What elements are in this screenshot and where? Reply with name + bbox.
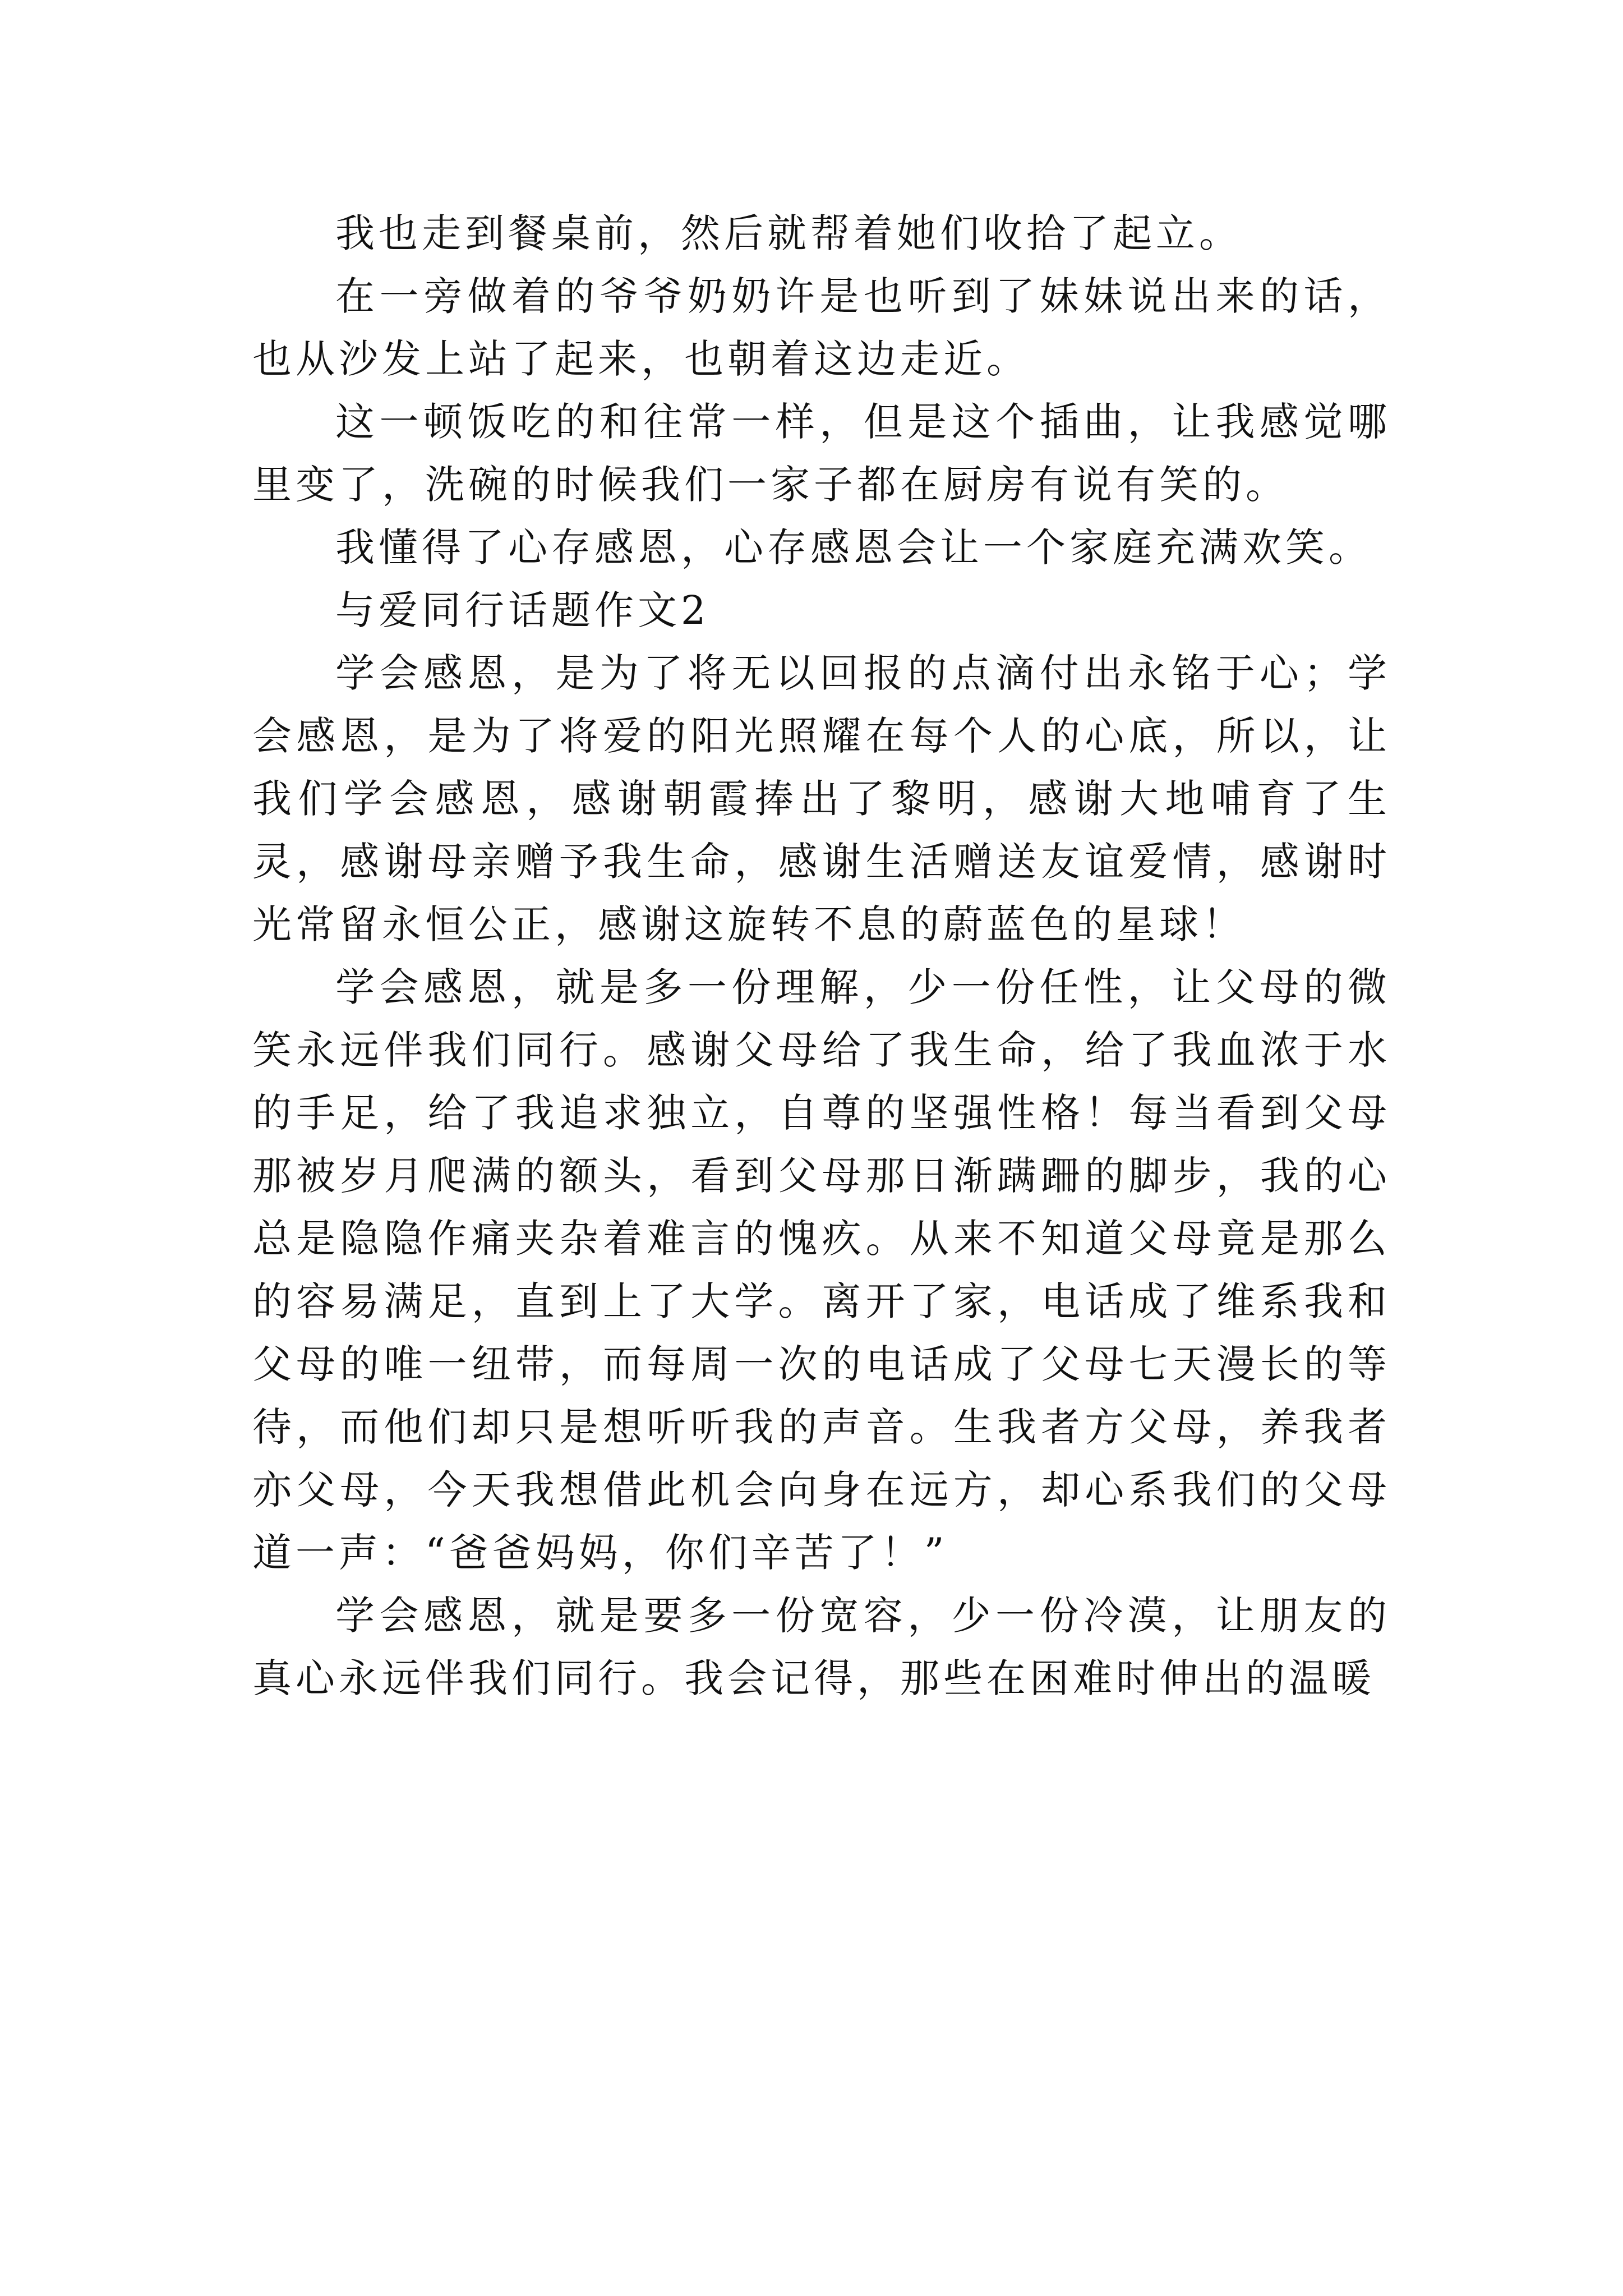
paragraph: 学会感恩，就是多一份理解，少一份任性，让父母的微笑永远伴我们同行。感谢父母给了我生命，给了我血浓于水的手足，给了我追求独立，自尊的坚强性格！每当看到父母那被岁月爬满的额头，看到父母那日渐蹒跚的脚步，我的心总是隐隐作痛夹杂着难言的愧疚。从来不知道父母竟是那么的容易满足，直到上了大学。离开了家，电话成了维系我和父母的唯一纽带，而每周一次的电话成了父母七天漫长的等待，而他们却只是想听听我的声音。生我者方父母，养我者亦父母，今天我想借此机会向身在远方，却心系我们的父母道一声：“爸爸妈妈，你们辛苦了！” xyxy=(252,964,1391,1576)
paragraph: 我懂得了心存感恩，心存感恩会让一个家庭充满欢笑。 xyxy=(335,524,1372,570)
paragraph: 学会感恩，就是要多一份宽容，少一份冷漠，让朋友的真心永远伴我们同行。我会记得，那些在困难时伸出的温暖 xyxy=(252,1593,1391,1701)
paragraph: 学会感恩，是为了将无以回报的点滴付出永铭于心；学会感恩，是为了将爱的阳光照耀在每个人的心底，所以，让我们学会感恩，感谢朝霞捧出了黎明，感谢大地哺育了生灵，感谢母亲赠予我生命，感谢生活赠送友谊爱情，感谢时光常留永恒公正，感谢这旋转不息的蔚蓝色的星球！ xyxy=(252,650,1391,947)
document-body xyxy=(252,202,1391,1710)
paragraph: 在一旁做着的爷爷奶奶许是也听到了妹妹说出来的话，也从沙发上站了起来，也朝着这边走近。 xyxy=(252,273,1391,382)
paragraph: 我也走到餐桌前，然后就帮着她们收拾了起立。 xyxy=(335,210,1242,256)
section-heading: 与爱同行话题作文2 xyxy=(335,587,710,633)
paragraph: 这一顿饭吃的和往常一样，但是这个插曲，让我感觉哪里变了，洗碗的时候我们一家子都在厨房有说有笑的。 xyxy=(252,399,1391,508)
